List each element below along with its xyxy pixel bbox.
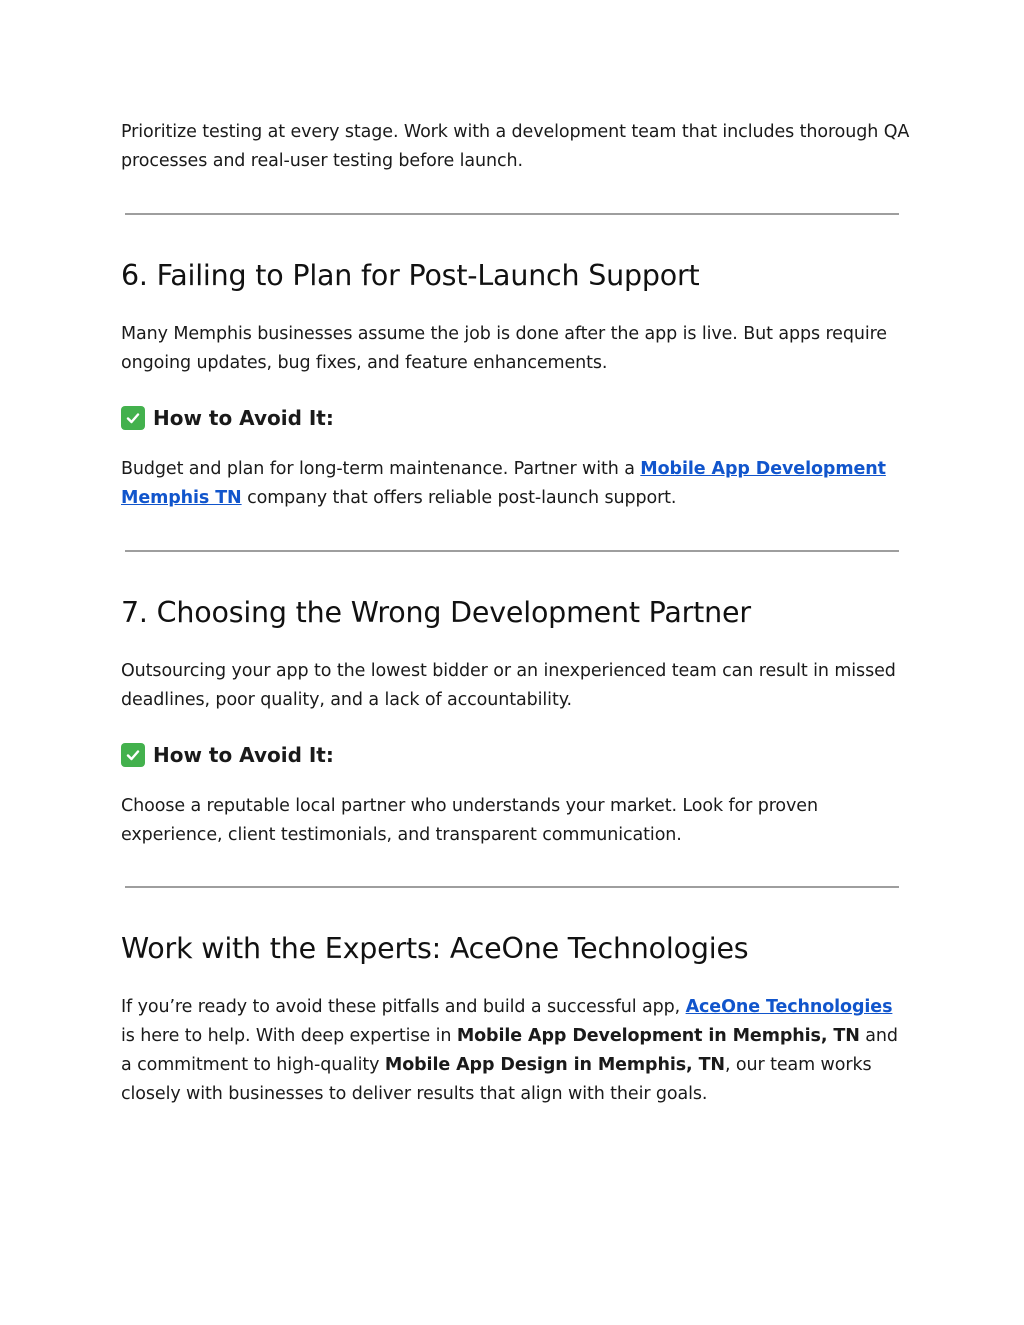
experts-text-1: If you’re ready to avoid these pitfalls and build a successful app, <box>121 997 686 1017</box>
section6-problem-text: Many Memphis businesses assume the job is done after the app is live. But apps require ongoing updates, bug fixes, and feature enhancements. <box>121 324 887 373</box>
experts-bold-2: Mobile App Design in Memphis, TN <box>384 1055 725 1075</box>
section6-fix-after: company that offers reliable post-launch support. <box>241 488 677 508</box>
experts-title: Work with the Experts: AceOne Technologies <box>121 932 749 965</box>
section6-avoid-heading-row <box>121 404 911 432</box>
section6-title-block <box>121 258 911 294</box>
experts-paragraph <box>121 993 911 1109</box>
experts-title-block <box>121 931 911 967</box>
section6-fix-block <box>121 455 911 513</box>
section7-avoid-heading: How to Avoid It: <box>153 743 334 767</box>
divider-1 <box>125 213 899 215</box>
section6-fix-paragraph <box>121 455 911 513</box>
section5-fix-text: Prioritize testing at every stage. Work with a development team that includes thorough QA processes and real-user testing before launch. <box>121 122 910 171</box>
check-mark-icon <box>121 406 145 430</box>
section6-fix-before: Budget and plan for long-term maintenance. Partner with a <box>121 459 641 479</box>
section7-avoid-heading-row <box>121 741 911 769</box>
aceone-technologies-link[interactable]: AceOne Technologies <box>685 997 893 1017</box>
experts-text-4: , our team works closely with businesses to deliver results that align with their goals. <box>121 1055 872 1104</box>
section7-fix-block <box>121 792 911 850</box>
section7-problem-block <box>121 657 911 715</box>
check-mark-icon <box>121 743 145 767</box>
experts-text-2: is here to help. With deep expertise in <box>121 1026 457 1046</box>
section7-problem-text: Outsourcing your app to the lowest bidder or an inexperienced team can result in missed deadlines, poor quality, and a lack of accountability. <box>121 661 896 710</box>
experts-text-3: and a commitment to high-quality <box>121 1026 898 1075</box>
section5-fix-block <box>121 118 911 176</box>
section7-fix-text: Choose a reputable local partner who understands your market. Look for proven experience, client testimonials, and transparent communication. <box>121 796 818 845</box>
section7-title: 7. Choosing the Wrong Development Partner <box>121 596 751 629</box>
divider-3 <box>125 886 899 888</box>
experts-bold-1: Mobile App Development in Memphis, TN <box>456 1026 860 1046</box>
section6-title: 6. Failing to Plan for Post-Launch Support <box>121 259 700 292</box>
mobile-app-development-memphis-link[interactable]: Mobile App Development Memphis TN <box>121 459 886 508</box>
section6-problem-block <box>121 320 911 378</box>
section6-avoid-heading: How to Avoid It: <box>153 406 334 430</box>
divider-2 <box>125 550 899 552</box>
experts-text-block <box>121 993 911 1109</box>
section7-avoid-block <box>121 741 911 769</box>
section7-title-block <box>121 595 911 631</box>
section6-avoid-block <box>121 404 911 432</box>
